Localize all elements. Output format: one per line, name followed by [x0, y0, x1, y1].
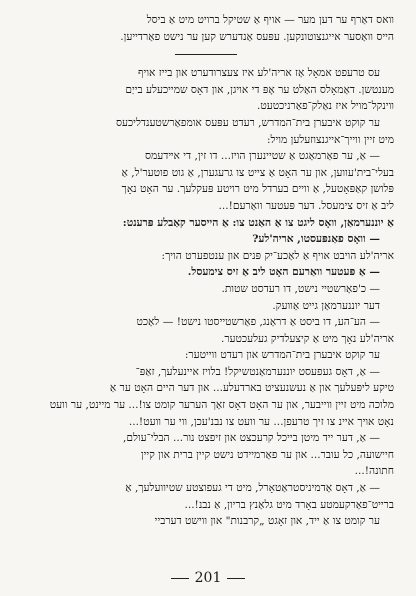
- text-line: אריה'לע נאָך מיט אַ קיצעלדיק געלעכטער.: [220, 332, 394, 345]
- text-line: טיקע ליפּעלעך און אַ נעשנעציט בארדעלע... און דער היים האָט ער אַ: [109, 382, 394, 395]
- text-line: דער יוננערמאַן גייט אַוועק.: [272, 299, 380, 312]
- text-line: — וואָס פאַנפּעסטו, אריה'לע?: [252, 233, 380, 246]
- text-line: מיט זיין ווייך־אייגנצוזעלען מויל:: [266, 133, 394, 146]
- text-line: ער קוקט איבערן בית־המדרש און רעדט ווייטער:: [184, 349, 380, 362]
- text-line: ער קוקט איבערן בית־המדרש, רעדט עפּעס אומפאַרשטענדליכעס: [115, 116, 380, 129]
- body-text: [18, 65, 394, 530]
- text-line: חתונה!...: [354, 465, 394, 478]
- text-line: — אַ, דאָס אַדמיניסטראַטאָרל, מיט די געפוצטע שטיוועלעך, אַ: [125, 482, 380, 495]
- text-line: אריה'לע הויבט אויף אַ לאַכע־יק פּנים און ענטפערט הויך:: [161, 249, 394, 262]
- text-line: נאָט אויך איינ צו זיך טרעפן... ער וועט צו נבנ'עכן, ווי ער וועט!...: [128, 415, 394, 428]
- text-line: פּלושן קאַפּאָטעל, אַ וויים בערדל מיט רויטע פּעקלעך. ער האָט נאָך: [121, 183, 394, 196]
- text-line: מענטשן. דאַמאָלס האַלט ער אָפּ די אויגן, און דאָס שמייכעלע בייַם: [125, 83, 394, 96]
- section-divider: [175, 54, 237, 55]
- text-line: — אַ, דער ייד מיטן בייכל קרעכצט און זיפצט נור... הבלי־עולם,: [123, 432, 380, 445]
- text-line: עס טרעפט אמאָל אַז אריה'לע איז צעצרודערט און בייז אויף: [138, 67, 380, 80]
- footer-dash-left: [171, 578, 189, 579]
- text-line: הייס וואַסער אייגנצוטונקען. עפּעס אַנדערש קען ער נישט פאַרדייען.: [120, 30, 394, 43]
- text-line: מלוכה מיט זיין ווייבער, און ער האָט דאָס זאַך הערער קומט צו!... ער מיינט, ער וועט: [49, 399, 394, 412]
- text-line: חיישועה, כל עובר... און ער פאַרמיידט נישט קיין ברית און קיין: [140, 448, 394, 461]
- text-line: — כ'פאַרשטיי נישט, דו רעדסט שטות.: [221, 282, 380, 295]
- footer-dash-right: [227, 578, 245, 579]
- text-line: אַ יוננערמאַן, וואָס ליגט צו אַ האַנט צו: אַ הייסער קאַבלע פּרענט:: [122, 216, 394, 229]
- page-footer: [0, 570, 416, 586]
- page-number: 201: [194, 570, 222, 586]
- text-line: ווינקל־מויל איז נאַלק־פאַרניכטעט.: [256, 100, 394, 113]
- text-line: — אַ, ער פאַרמאַגט אַ שטיינערן הויז... דו זין, די אײדעמס: [144, 150, 380, 163]
- text-line: — אַ, דאָס געפעסט יוננערמאַנטשיקל! בלויז איינעלעך, זאַפּ־: [135, 365, 380, 378]
- text-line: בעלי־בית'עווען, און ער האָט אַ צייט צו גרעגערן, אַ גוט פוטער'ל, אַ: [121, 166, 394, 179]
- text-line: ברייט־פאַרקעמטע באָרד מיט גלאַנץ בריון, אַ נבנ!...: [184, 498, 394, 511]
- text-line: — הע־הע, דו ביסט אַ דראַנג, פאַרשטייסטו נישט! — לאַכט: [136, 316, 380, 329]
- top-paragraph: [18, 12, 394, 45]
- text-line: ליב אַ זיס צימעסל. דער פּעטער וואַרעם!...: [218, 199, 394, 212]
- text-line: — אַ פּעטער וואַרעם האָט ליב אַ זיס צימעסל.: [187, 266, 380, 279]
- text-line: וואס דאַרף ער דען מער — אויף אַ שטיקל ברויט מיט אַ ביסל: [146, 14, 394, 26]
- text-line: ער קומט צו אַ ייד, און זאָגט „קרבנות" און ווישט דערביי: [154, 515, 380, 528]
